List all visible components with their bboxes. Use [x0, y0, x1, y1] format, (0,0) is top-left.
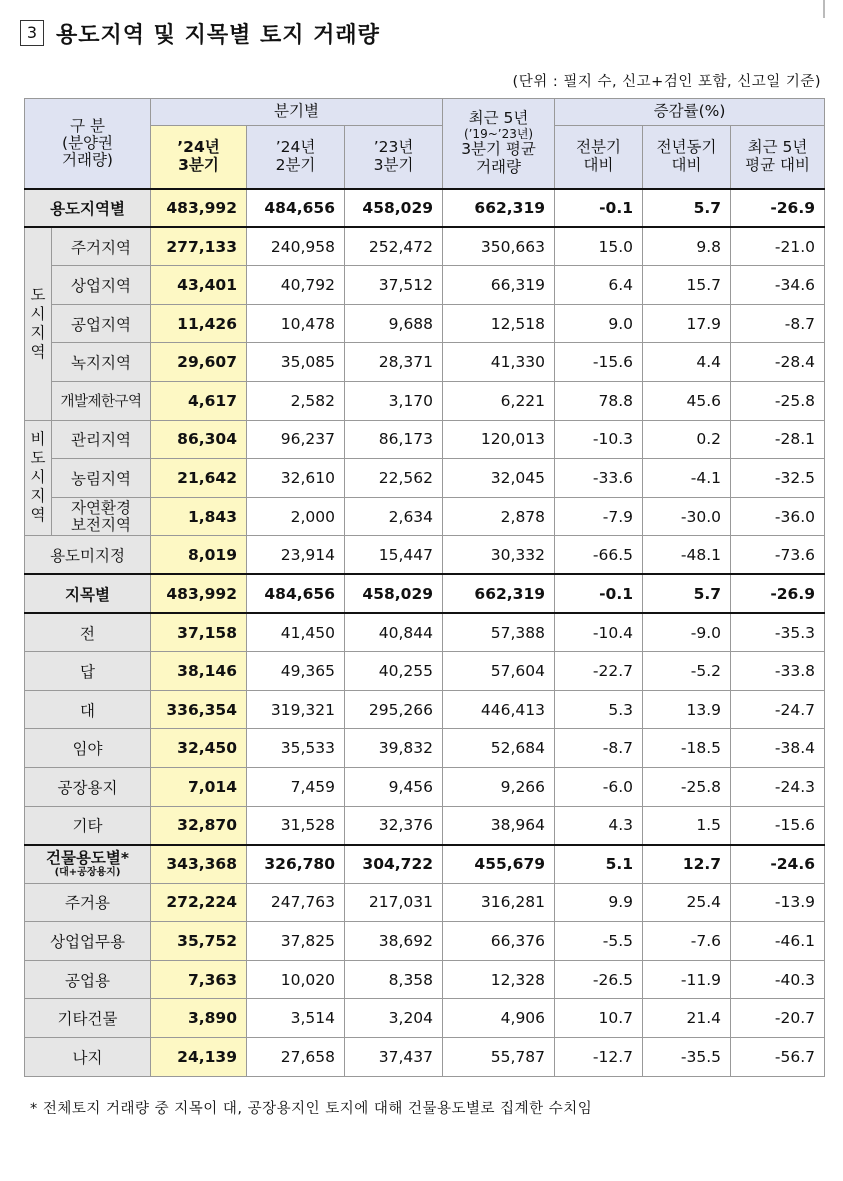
section-number-box: 3 [20, 20, 44, 46]
group-urban: 도 시 지 역 [25, 227, 52, 420]
table-row: 비 도 시 지 역 관리지역 86,304 96,237 86,173 120,013 -10.3 0.2 -28.1 [25, 420, 825, 459]
table-row: 답 38,146 49,365 40,255 57,604 -22.7 -5.2 -33.8 [25, 652, 825, 691]
table-row: 대 336,354 319,321 295,266 446,413 5.3 13.9 -24.7 [25, 690, 825, 729]
table-row: 기타건물 3,890 3,514 3,204 4,906 10.7 21.4 -20.7 [25, 999, 825, 1038]
table-row: 전 37,158 41,450 40,844 57,388 -10.4 -9.0 -35.3 [25, 613, 825, 652]
table-row: 나지 24,139 27,658 37,437 55,787 -12.7 -35.5 -56.7 [25, 1038, 825, 1077]
table-row: 주거용 272,224 247,763 217,031 316,281 9.9 25.4 -13.9 [25, 883, 825, 922]
table-row: 기타 32,870 31,528 32,376 38,964 4.3 1.5 -15.6 [25, 806, 825, 845]
table-row: 상업지역 43,401 40,792 37,512 66,319 6.4 15.7 -34.6 [25, 266, 825, 305]
header-quarterly: 분기별 [151, 99, 443, 126]
table-row: 상업업무용 35,752 37,825 38,692 66,376 -5.5 -7.6 -46.1 [25, 922, 825, 961]
table-row: 자연환경 보전지역 1,843 2,000 2,634 2,878 -7.9 -30.0 -36.0 [25, 497, 825, 536]
table-row-building-total: 건물용도별* (대+공장용지) 343,368 326,780 304,722 455,679 5.1 12.7 -24.6 [25, 845, 825, 884]
table-row: 농림지역 21,642 32,610 22,562 32,045 -33.6 -4.1 -32.5 [25, 459, 825, 498]
table-row: 도 시 지 역 주거지역 277,133 240,958 252,472 350,663 15.0 9.8 -21.0 [25, 227, 825, 266]
header-category: 구 분 (분양권 거래량) [25, 99, 151, 189]
table-row-zoning-total: 용도지역별 483,992 484,656 458,029 662,319 -0.1 5.7 -26.9 [25, 189, 825, 228]
header-qoq: 전분기 대비 [555, 126, 643, 189]
header-5yr-avg: 최근 5년 (’19~’23년) 3분기 평균 거래량 [443, 99, 555, 189]
header-24q2: ’24년 2분기 [247, 126, 345, 189]
unit-note: (단위 : 필지 수, 신고+검인 포함, 신고일 기준) [512, 74, 821, 90]
group-nonurban: 비 도 시 지 역 [25, 420, 52, 536]
table-row: 녹지지역 29,607 35,085 28,371 41,330 -15.6 4.4 -28.4 [25, 343, 825, 382]
table-row-landtype-total: 지목별 483,992 484,656 458,029 662,319 -0.1 5.7 -26.9 [25, 574, 825, 613]
header-23q3: ’23년 3분기 [345, 126, 443, 189]
table-row: 공장용지 7,014 7,459 9,456 9,266 -6.0 -25.8 -24.3 [25, 767, 825, 806]
page-corner-mark [823, 0, 825, 18]
land-transaction-table [24, 98, 825, 1077]
header-change-rate: 증감률(%) [555, 99, 825, 126]
footnote: * 전체토지 거래량 중 지목이 대, 공장용지인 토지에 대해 건물용도별로 집계한 수치임 [30, 1101, 593, 1117]
header-yoy: 전년동기 대비 [643, 126, 731, 189]
header-24q3: ’24년 3분기 [151, 126, 247, 189]
table-row: 공업지역 11,426 10,478 9,688 12,518 9.0 17.9 -8.7 [25, 304, 825, 343]
header-vs-5yr: 최근 5년 평균 대비 [731, 126, 825, 189]
page-title: 용도지역 및 지목별 토지 거래량 [56, 22, 380, 48]
table-row: 공업용 7,363 10,020 8,358 12,328 -26.5 -11.9 -40.3 [25, 960, 825, 999]
table-row: 용도미지정 8,019 23,914 15,447 30,332 -66.5 -48.1 -73.6 [25, 536, 825, 575]
table-row: 개발제한구역 4,617 2,582 3,170 6,221 78.8 45.6 -25.8 [25, 381, 825, 420]
section-title [20, 16, 380, 50]
table-row: 임야 32,450 35,533 39,832 52,684 -8.7 -18.5 -38.4 [25, 729, 825, 768]
